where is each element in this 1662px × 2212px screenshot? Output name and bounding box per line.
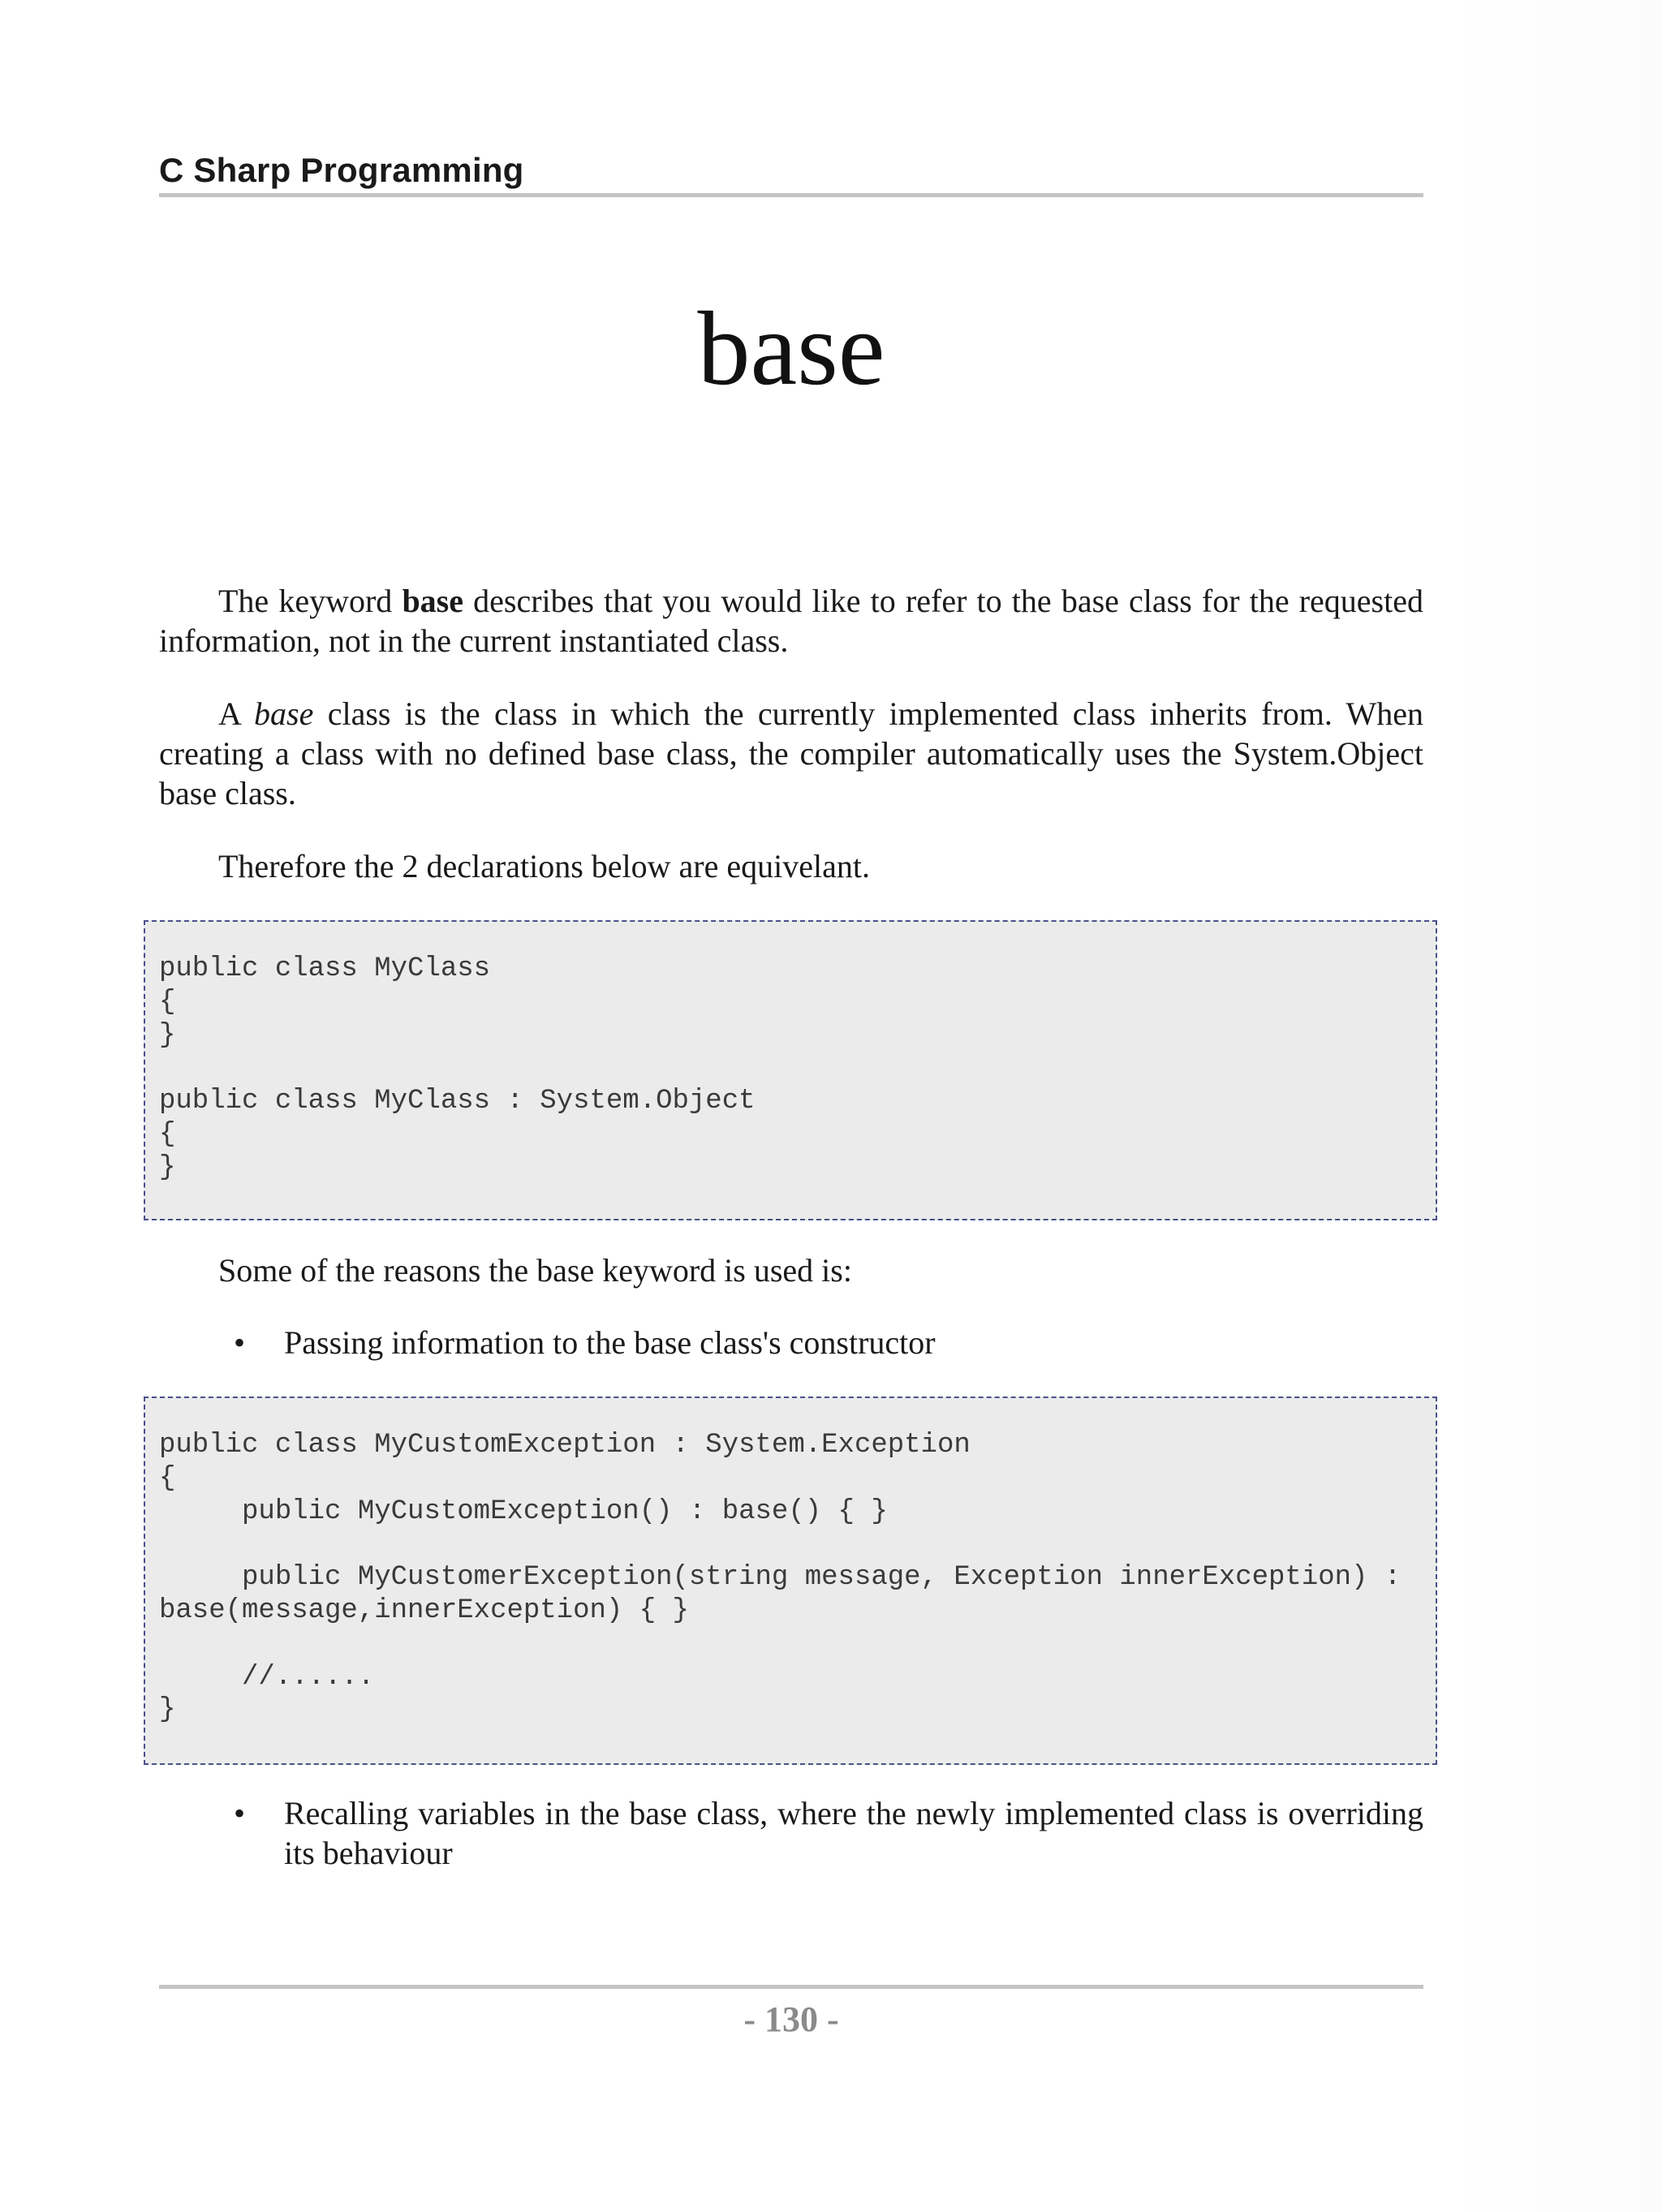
paragraph-text: class is the class in which the currently implemented class inherits from. When creating a class with no defined base class, the compiler automatically uses the System.Object base class. [159,695,1424,811]
page-edge-shade [1448,0,1662,2212]
running-header: C Sharp Programming [159,151,524,189]
bold-keyword: base [402,583,464,619]
paragraph-equivalent: Therefore the 2 declarations below are equivelant. [218,848,870,884]
paragraph-base-class [159,694,1423,813]
paragraph-keyword-base [159,581,1423,661]
code-text: public class MyCustomException : System.Exception { public MyCustomException() : base() { } public MyCustomerException(string message, Exception innerException) : base(message,innerException) { } //...... } [159,1430,1402,1726]
footer-divider [159,1985,1423,1989]
header-divider [159,193,1423,197]
bullet-marker: • [234,1324,246,1361]
code-block-declarations [144,920,1437,1220]
chapter-title: base [697,290,885,407]
page-number: - 130 - [743,1999,839,2039]
code-block-custom-exception [144,1396,1437,1765]
bullet-item-variables: Recalling variables in the base class, where the newly implemented class is overriding its behaviour [284,1795,1423,1871]
code-text: public class MyClass { } public class MyClass : System.Object { } [159,953,756,1183]
paragraph-reasons: Some of the reasons the base keyword is used is: [218,1252,852,1289]
paragraph-text: A [218,695,255,732]
bullet-item-constructor: Passing information to the base class's constructor [284,1324,936,1361]
bullet-marker: • [234,1795,246,1831]
paragraph-text: describes that you would like to refer to the base class for the requested information, not in the current instantiated class. [159,583,1423,659]
paragraph-text: The keyword [218,583,403,619]
italic-keyword: base [254,695,314,732]
